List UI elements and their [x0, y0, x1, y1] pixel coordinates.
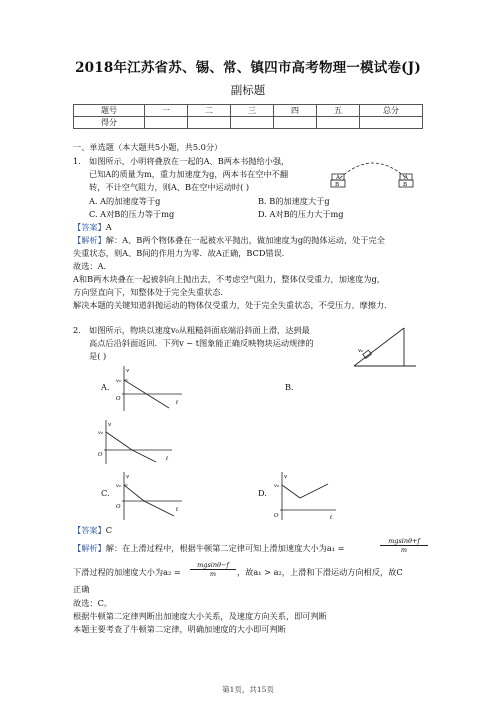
- axis-label-o: O: [274, 513, 279, 519]
- axis-label-t: t: [166, 456, 169, 462]
- table-cell: [317, 117, 360, 129]
- note-line: 根据牛顿第二定律判断出加速度大小关系，及速度方向关系，即可判断: [73, 611, 327, 621]
- axis-label-v0: v₀: [274, 483, 279, 489]
- analysis-tag: 【解析】: [73, 543, 106, 553]
- exam-title: 2018年江苏省苏、锡、常、镇四市高考物理一模试卷(J): [75, 60, 421, 76]
- table-cell: 三: [231, 105, 274, 117]
- page-footer: 第1页，共15页: [222, 685, 274, 694]
- answer-tag: 【答案】: [73, 222, 106, 232]
- graph-line: [282, 484, 328, 498]
- section-heading: 一、单选题（本大题共5小题，共5.0分）: [73, 142, 223, 152]
- analysis-line: [73, 235, 385, 246]
- graph-b: [96, 418, 176, 466]
- answer-line: [73, 525, 112, 536]
- axis-label-v0: v₀: [98, 430, 103, 436]
- note-line: A和B两木块叠在一起被斜向上抛出去，不考虑空气阻力，整体仅受重力，加速度为g，: [73, 274, 385, 284]
- analysis-line: 失重状态，则A、B间的作用力为零．故A正确，BCD错误．: [73, 248, 290, 258]
- score-table-header-row: [74, 105, 423, 117]
- subtitle: 副标题: [230, 83, 266, 97]
- analysis-tag: 【解析】: [73, 235, 106, 245]
- conclusion: 故选：A．: [73, 261, 112, 271]
- q2-number: 2.: [73, 325, 81, 335]
- option-b: B.: [285, 382, 294, 392]
- conclusion: 故选：C。: [73, 598, 113, 608]
- incline-line: [354, 328, 404, 366]
- table-cell: [360, 117, 423, 129]
- analysis-line: [73, 543, 344, 554]
- axis-label-t: t: [176, 400, 179, 406]
- q1-number: 1.: [73, 156, 81, 166]
- option-c: C.: [101, 488, 110, 498]
- axis-label-v: v: [126, 474, 130, 480]
- axis-label-o: O: [116, 396, 121, 402]
- note-line: 解决本题的关键知道斜抛运动的物体仅受重力，处于完全失重状态，不受压力、摩擦力．: [73, 300, 393, 310]
- q2-line: 如图所示，物块以速度v₀从粗糙斜面底端沿斜面上滑，达到最: [89, 325, 310, 335]
- v0-label: v₀: [358, 348, 364, 354]
- label-a: A: [404, 175, 408, 181]
- analysis-line: 正确: [73, 584, 90, 594]
- axis-label-v: v: [284, 474, 288, 480]
- table-cell: 一: [145, 105, 188, 117]
- label-b: B: [335, 182, 340, 188]
- option-a: A.: [101, 382, 110, 392]
- table-cell: [188, 117, 231, 129]
- axis-label-v: v: [126, 368, 130, 374]
- graph-d: [272, 470, 338, 522]
- option-a: A. A的加速度等于g: [89, 196, 161, 206]
- table-cell: [274, 117, 317, 129]
- axis-label-t: t: [176, 507, 179, 513]
- axis-label-v: v: [108, 422, 112, 428]
- graph-line: [106, 432, 156, 462]
- table-cell: [145, 117, 188, 129]
- q2-line: 高点后沿斜面返回．下列v − t图象能正确反映物块运动规律的: [89, 338, 314, 348]
- table-cell: 得分: [74, 117, 145, 129]
- graph-c: [114, 470, 186, 522]
- q2-line: 是( ): [89, 351, 107, 361]
- fraction-denominator: m: [209, 570, 217, 578]
- fraction-numerator: mgsinθ−f: [190, 561, 236, 570]
- analysis-line: ，故a₁ > a₂，上滑和下滑运动方向相反，故C: [237, 567, 403, 577]
- incline-figure: [352, 324, 422, 372]
- graph-a: [114, 364, 186, 414]
- table-cell: 五: [317, 105, 360, 117]
- table-cell: 四: [274, 105, 317, 117]
- axis-label-o: O: [116, 504, 121, 510]
- note-line: 方向竖直向下，知整体处于完全失重状态．: [73, 287, 229, 297]
- analysis-text: 解：在上滑过程中，根据牛顿第二定律可知上滑加速度大小为a₁ =: [105, 543, 345, 553]
- answer-value: A: [105, 222, 112, 232]
- fraction-numerator: mgsinθ+f: [380, 537, 428, 546]
- table-cell: 总分: [360, 105, 423, 117]
- trajectory-curve: [340, 163, 406, 178]
- axis-label-t: t: [330, 515, 333, 521]
- q1-line: 转，不计空气阻力，则A、B在空中运动时( ): [89, 182, 250, 192]
- axis-label-v0: v₀: [116, 483, 121, 489]
- axis-label-v0: v₀: [116, 378, 121, 384]
- fraction-1: [380, 537, 428, 554]
- answer-line: [73, 222, 112, 233]
- score-table: [73, 104, 423, 129]
- graph-line: [124, 485, 174, 516]
- table-cell: [231, 117, 274, 129]
- q1-line: 如图所示，小明将叠放在一起的A、B两本书抛给小强，: [89, 156, 290, 166]
- analysis-text: 解：A、B两个物体叠在一起被水平抛出，做加速度为g的抛体运动，处于完全: [105, 235, 385, 245]
- q1-throw-figure: [326, 156, 421, 192]
- label-a: A: [336, 175, 340, 181]
- axis-label-o: O: [98, 452, 103, 458]
- option-c: C. A对B的压力等于mg: [89, 209, 175, 219]
- fraction-denominator: m: [400, 546, 408, 554]
- note-line: 本题主要考查了牛顿第二定律，明确加速度的大小即可判断: [73, 624, 286, 634]
- score-table-score-row: [74, 117, 423, 129]
- option-d: D.: [258, 488, 267, 498]
- table-cell: 题号: [74, 105, 145, 117]
- analysis-line: 下滑过程的加速度大小为a₂ =: [73, 567, 181, 577]
- answer-tag: 【答案】: [73, 525, 106, 535]
- option-d: D. A对B的压力大于mg: [258, 209, 344, 219]
- fraction-2: [190, 561, 236, 578]
- q1-line: 已知A的质量为m，重力加速度为g，两本书在空中不翻: [89, 169, 289, 179]
- table-cell: 二: [188, 105, 231, 117]
- label-b: B: [403, 182, 408, 188]
- option-b: B. B的加速度大于g: [258, 196, 330, 206]
- answer-value: C: [105, 525, 113, 535]
